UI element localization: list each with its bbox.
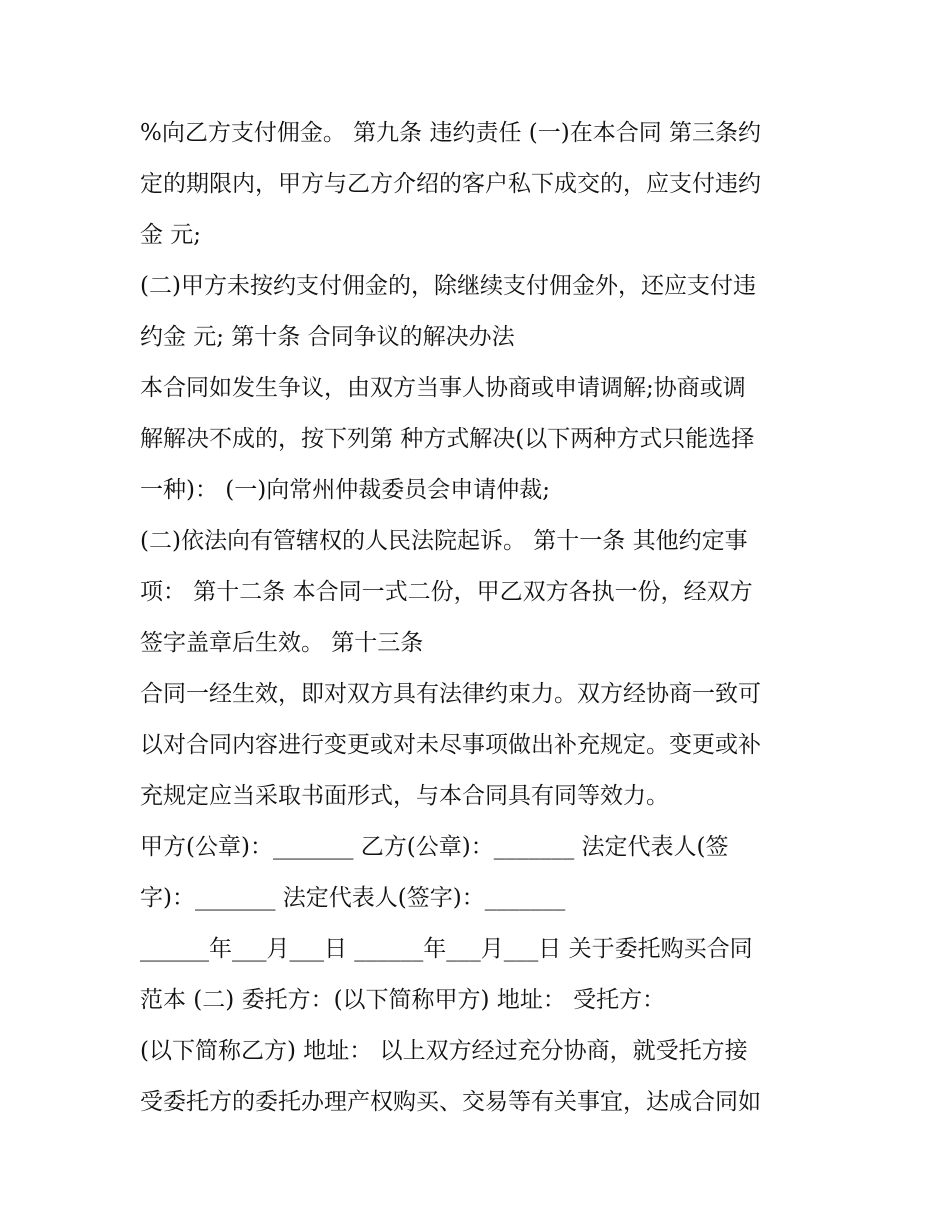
text-line-8: 一种)： (一)向常州仲裁委员会申请仲裁; (140, 477, 550, 503)
text-line-5: 约金 元; 第十条 合同争议的解决办法 (140, 324, 515, 350)
text-line-10: 项： 第十二条 本合同一式二份，甲乙双方各执一份，经双方 (140, 579, 753, 605)
text-line-6: 本合同如发生争议，由双方当事人协商或申请调解;协商或调 (140, 375, 746, 401)
text-line-12: 合同一经生效，即对双方具有法律约束力。双方经协商一致可 (140, 681, 761, 707)
text-line-17: ______年___月___日 ______年___月___日 关于委托购买合同 (140, 936, 753, 962)
document-body (140, 108, 820, 1128)
text-line-1: %向乙方支付佣金。 第九条 违约责任 (一)在本合同 第三条约 (140, 120, 762, 146)
text-line-9: (二)依法向有管辖权的人民法院起诉。 第十一条 其他约定事 (140, 528, 748, 554)
text-line-15: 甲方(公章)：_______ 乙方(公章)：_______ 法定代表人(签 (140, 834, 729, 860)
text-line-16: 字)：_______ 法定代表人(签字)：_______ (140, 885, 566, 911)
text-line-20: 受委托方的委托办理产权购买、交易等有关事宜，达成合同如 (140, 1089, 761, 1115)
text-line-2: 定的期限内，甲方与乙方介绍的客户私下成交的，应支付违约 (140, 171, 761, 197)
text-line-11: 签字盖章后生效。 第十三条 (140, 630, 424, 656)
text-line-4: (二)甲方未按约支付佣金的，除继续支付佣金外，还应支付违 (140, 273, 756, 299)
text-line-18: 范本 (二) 委托方：(以下简称甲方) 地址： 受托方： (140, 987, 666, 1013)
text-line-19: (以下简称乙方) 地址： 以上双方经过充分协商，就受托方接 (140, 1038, 748, 1064)
text-line-7: 解解决不成的，按下列第 种方式解决(以下两种方式只能选择 (140, 426, 755, 452)
text-line-13: 以对合同内容进行变更或对未尽事项做出补充规定。变更或补 (140, 732, 761, 758)
text-line-14: 充规定应当采取书面形式，与本合同具有同等效力。 (140, 783, 669, 809)
text-line-3: 金 元; (140, 222, 202, 248)
